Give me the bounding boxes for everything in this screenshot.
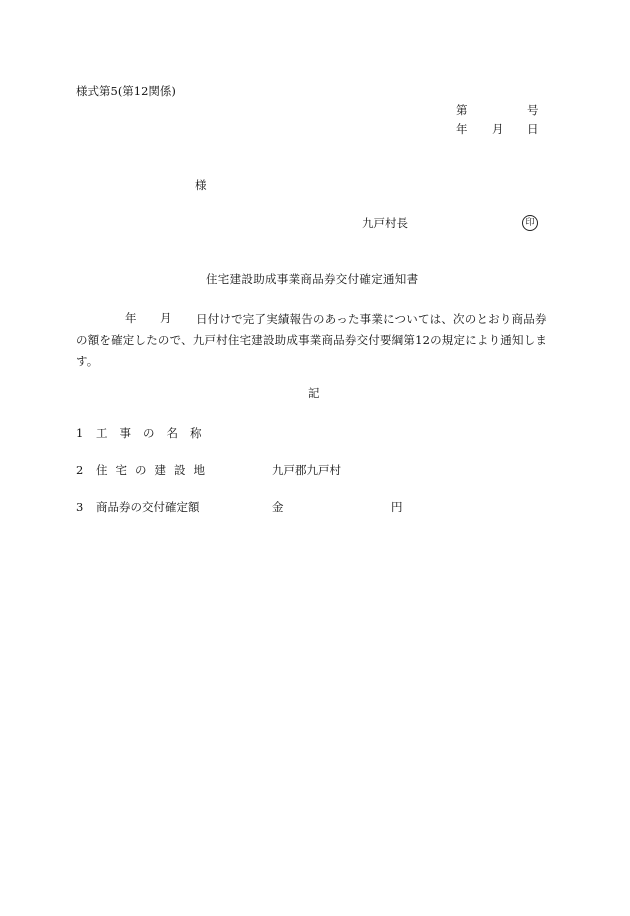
item-3-label: 商品券の交付確定額 (96, 500, 200, 514)
body-paragraph (76, 309, 554, 372)
ki-heading: 記 (308, 386, 320, 400)
date-year: 年 (456, 122, 468, 136)
item-1-number: 1 (76, 426, 84, 440)
seal-mark: 印 (522, 215, 538, 231)
item-3-currency-prefix: 金 (272, 500, 284, 514)
item-2-number: 2 (76, 463, 84, 477)
item-3-unit: 円 (391, 500, 403, 514)
form-number: 様式第5(第12関係) (76, 84, 176, 98)
sender-title: 九戸村長 (362, 216, 408, 230)
item-2-label: 住宅の建設地 (96, 463, 213, 477)
document-number-suffix: 号 (527, 103, 539, 117)
item-2-value: 九戸郡九戸村 (272, 463, 341, 477)
body-month: 月 (160, 311, 172, 325)
date-day: 日 (527, 122, 539, 136)
date-month: 月 (492, 122, 504, 136)
item-1-label: 工事の名称 (96, 426, 214, 440)
document-title: 住宅建設助成事業商品券交付確定通知書 (206, 272, 419, 286)
body-year: 年 (125, 311, 137, 325)
item-3-number: 3 (76, 500, 84, 514)
document-number-prefix: 第 (456, 103, 468, 117)
body-text: 日付けで完了実績報告のあった事業については、次のとおり商品券の額を確定したので、九戸村住宅建設助成事業商品券交付要綱第12の規定により通知します。 (76, 312, 548, 368)
addressee-honorific: 様 (195, 178, 207, 192)
